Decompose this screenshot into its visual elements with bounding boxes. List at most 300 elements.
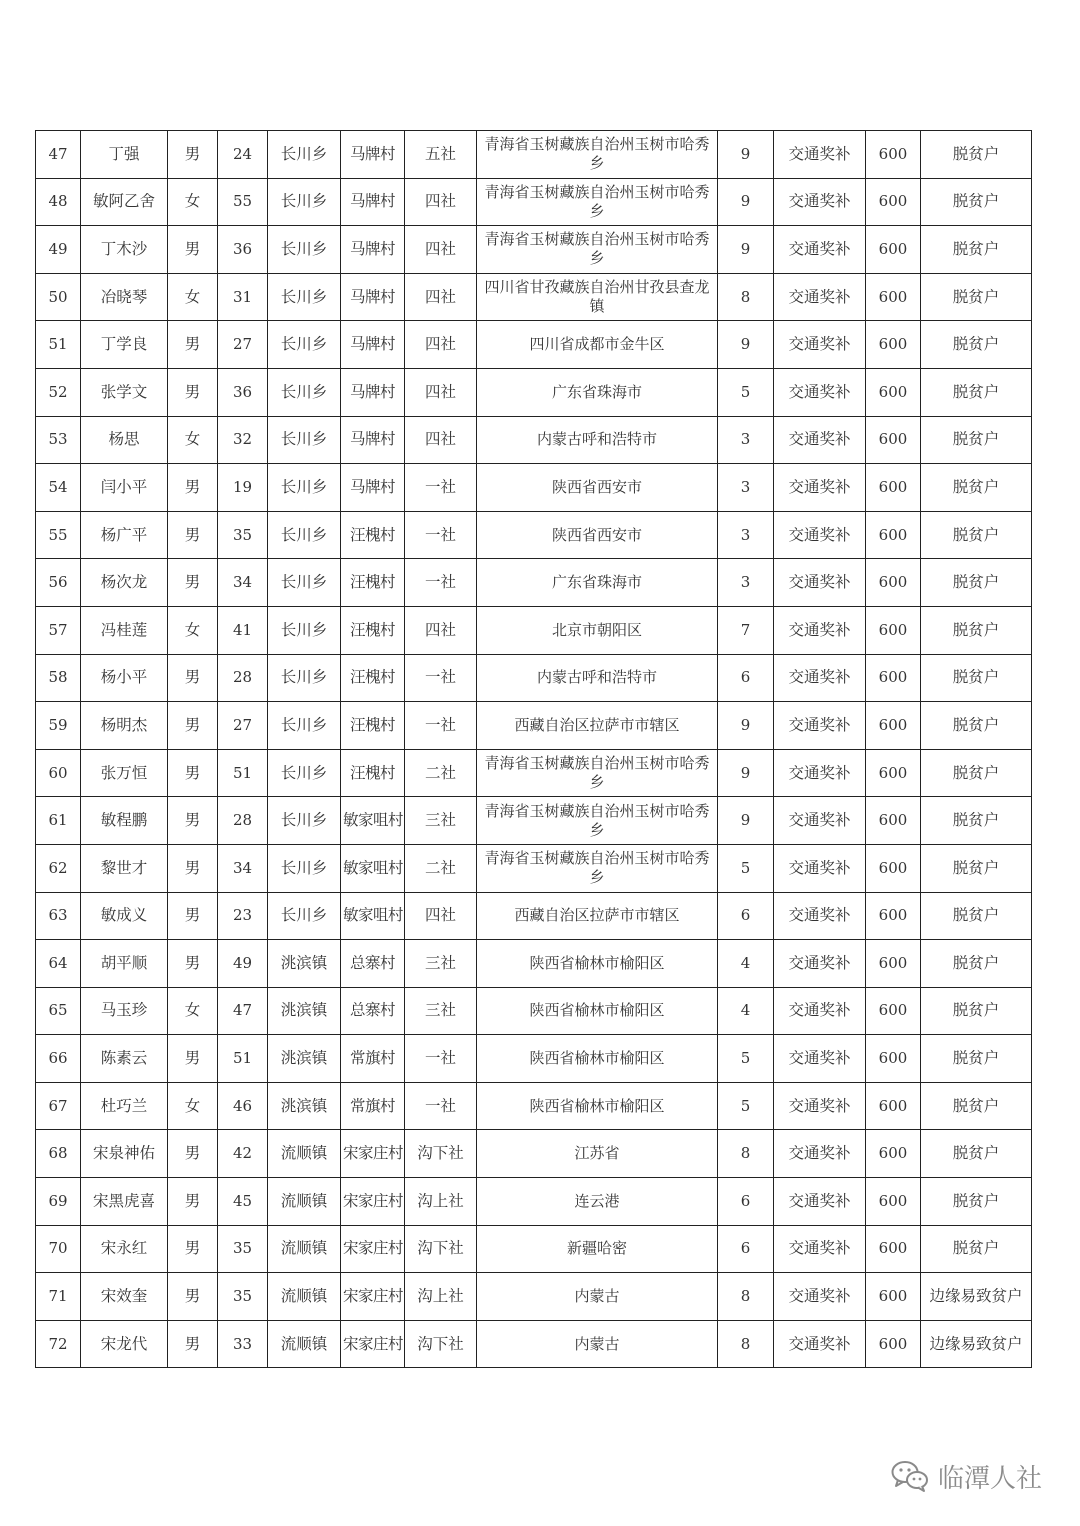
cell-category: 脱贫户: [921, 368, 1032, 416]
cell-subsidy-type: 交通奖补: [774, 892, 866, 940]
cell-category: 脱贫户: [921, 178, 1032, 226]
cell-destination: 连云港: [477, 1178, 718, 1226]
cell-group: 二社: [405, 749, 477, 797]
cell-category: 脱贫户: [921, 987, 1032, 1035]
cell-category: 边缘易致贫户: [921, 1320, 1032, 1368]
cell-subsidy-type: 交通奖补: [774, 1082, 866, 1130]
cell-destination: 广东省珠海市: [477, 368, 718, 416]
cell-category: 脱贫户: [921, 606, 1032, 654]
cell-months: 9: [718, 797, 774, 845]
cell-age: 36: [218, 368, 268, 416]
cell-village: 马牌村: [341, 368, 405, 416]
cell-name: 杨广平: [81, 511, 168, 559]
cell-months: 6: [718, 892, 774, 940]
cell-destination: 新疆哈密: [477, 1225, 718, 1273]
cell-category: 脱贫户: [921, 273, 1032, 321]
cell-age: 34: [218, 844, 268, 892]
cell-township: 洮滨镇: [268, 1082, 341, 1130]
cell-no: 64: [36, 940, 81, 988]
cell-destination: 陕西省榆林市榆阳区: [477, 987, 718, 1035]
cell-age: 24: [218, 131, 268, 179]
cell-amount: 600: [866, 131, 921, 179]
cell-township: 流顺镇: [268, 1320, 341, 1368]
watermark-text: 临潭人社: [938, 1463, 1043, 1494]
cell-category: 脱贫户: [921, 131, 1032, 179]
cell-no: 72: [36, 1320, 81, 1368]
table-row: [36, 1320, 1032, 1368]
cell-amount: 600: [866, 940, 921, 988]
cell-category: 脱贫户: [921, 1178, 1032, 1226]
cell-months: 3: [718, 511, 774, 559]
cell-no: 71: [36, 1273, 81, 1321]
cell-township: 长川乡: [268, 702, 341, 750]
cell-destination: 青海省玉树藏族自治州玉树市哈秀乡: [477, 797, 718, 845]
cell-group: 四社: [405, 273, 477, 321]
cell-group: 沟上社: [405, 1273, 477, 1321]
cell-township: 长川乡: [268, 749, 341, 797]
cell-village: 总寨村: [341, 987, 405, 1035]
cell-name: 敏成义: [81, 892, 168, 940]
cell-no: 48: [36, 178, 81, 226]
cell-name: 闫小平: [81, 464, 168, 512]
table-row: [36, 1178, 1032, 1226]
cell-no: 63: [36, 892, 81, 940]
cell-months: 8: [718, 1130, 774, 1178]
cell-no: 60: [36, 749, 81, 797]
cell-village: 马牌村: [341, 131, 405, 179]
subsidy-table: [35, 130, 1032, 1368]
cell-no: 55: [36, 511, 81, 559]
cell-village: 马牌村: [341, 321, 405, 369]
cell-destination: 青海省玉树藏族自治州玉树市哈秀乡: [477, 749, 718, 797]
cell-destination: 西藏自治区拉萨市市辖区: [477, 892, 718, 940]
cell-village: 马牌村: [341, 273, 405, 321]
cell-amount: 600: [866, 226, 921, 274]
cell-township: 长川乡: [268, 654, 341, 702]
cell-months: 8: [718, 273, 774, 321]
cell-age: 23: [218, 892, 268, 940]
cell-destination: 陕西省西安市: [477, 511, 718, 559]
cell-subsidy-type: 交通奖补: [774, 273, 866, 321]
cell-amount: 600: [866, 464, 921, 512]
cell-gender: 男: [168, 844, 218, 892]
cell-no: 66: [36, 1035, 81, 1083]
cell-amount: 600: [866, 1082, 921, 1130]
cell-subsidy-type: 交通奖补: [774, 1225, 866, 1273]
cell-destination: 陕西省西安市: [477, 464, 718, 512]
cell-village: 马牌村: [341, 464, 405, 512]
cell-township: 洮滨镇: [268, 987, 341, 1035]
cell-township: 长川乡: [268, 559, 341, 607]
table-row: [36, 1130, 1032, 1178]
cell-amount: 600: [866, 654, 921, 702]
cell-destination: 内蒙古呼和浩特市: [477, 416, 718, 464]
cell-amount: 600: [866, 702, 921, 750]
cell-months: 5: [718, 368, 774, 416]
cell-destination: 西藏自治区拉萨市市辖区: [477, 702, 718, 750]
cell-name: 陈素云: [81, 1035, 168, 1083]
cell-months: 9: [718, 702, 774, 750]
cell-months: 7: [718, 606, 774, 654]
cell-village: 马牌村: [341, 178, 405, 226]
cell-age: 55: [218, 178, 268, 226]
cell-name: 杨明杰: [81, 702, 168, 750]
cell-village: 汪槐村: [341, 702, 405, 750]
cell-subsidy-type: 交通奖补: [774, 606, 866, 654]
cell-group: 四社: [405, 226, 477, 274]
cell-gender: 男: [168, 368, 218, 416]
cell-township: 长川乡: [268, 178, 341, 226]
cell-amount: 600: [866, 606, 921, 654]
cell-no: 58: [36, 654, 81, 702]
cell-name: 冶晓琴: [81, 273, 168, 321]
cell-gender: 女: [168, 987, 218, 1035]
cell-subsidy-type: 交通奖补: [774, 749, 866, 797]
cell-category: 脱贫户: [921, 1082, 1032, 1130]
cell-subsidy-type: 交通奖补: [774, 1035, 866, 1083]
cell-amount: 600: [866, 416, 921, 464]
cell-gender: 女: [168, 416, 218, 464]
cell-gender: 女: [168, 178, 218, 226]
cell-township: 长川乡: [268, 416, 341, 464]
cell-destination: 内蒙古: [477, 1320, 718, 1368]
cell-name: 杜巧兰: [81, 1082, 168, 1130]
cell-village: 马牌村: [341, 226, 405, 274]
cell-group: 五社: [405, 131, 477, 179]
cell-group: 四社: [405, 368, 477, 416]
cell-age: 28: [218, 654, 268, 702]
table-row: [36, 368, 1032, 416]
cell-months: 6: [718, 1178, 774, 1226]
cell-group: 沟下社: [405, 1320, 477, 1368]
cell-subsidy-type: 交通奖补: [774, 226, 866, 274]
cell-gender: 男: [168, 1035, 218, 1083]
cell-gender: 男: [168, 464, 218, 512]
cell-subsidy-type: 交通奖补: [774, 797, 866, 845]
cell-amount: 600: [866, 797, 921, 845]
cell-subsidy-type: 交通奖补: [774, 559, 866, 607]
cell-township: 长川乡: [268, 844, 341, 892]
cell-gender: 男: [168, 892, 218, 940]
cell-no: 69: [36, 1178, 81, 1226]
cell-destination: 内蒙古: [477, 1273, 718, 1321]
cell-gender: 男: [168, 1225, 218, 1273]
cell-gender: 男: [168, 1320, 218, 1368]
table-row: [36, 844, 1032, 892]
cell-months: 9: [718, 131, 774, 179]
table-row: [36, 797, 1032, 845]
cell-gender: 女: [168, 273, 218, 321]
cell-subsidy-type: 交通奖补: [774, 131, 866, 179]
cell-age: 35: [218, 511, 268, 559]
cell-village: 汪槐村: [341, 749, 405, 797]
cell-age: 42: [218, 1130, 268, 1178]
cell-no: 67: [36, 1082, 81, 1130]
cell-group: 四社: [405, 178, 477, 226]
table-row: [36, 1035, 1032, 1083]
cell-months: 4: [718, 940, 774, 988]
cell-category: 脱贫户: [921, 749, 1032, 797]
cell-subsidy-type: 交通奖补: [774, 702, 866, 750]
table-body: [36, 131, 1032, 1368]
cell-gender: 男: [168, 559, 218, 607]
cell-township: 流顺镇: [268, 1225, 341, 1273]
cell-name: 宋黑虎喜: [81, 1178, 168, 1226]
cell-gender: 男: [168, 226, 218, 274]
cell-category: 脱贫户: [921, 511, 1032, 559]
cell-age: 46: [218, 1082, 268, 1130]
cell-gender: 男: [168, 1178, 218, 1226]
cell-name: 杨思: [81, 416, 168, 464]
cell-category: 脱贫户: [921, 797, 1032, 845]
cell-age: 27: [218, 702, 268, 750]
cell-destination: 青海省玉树藏族自治州玉树市哈秀乡: [477, 226, 718, 274]
cell-group: 一社: [405, 464, 477, 512]
cell-destination: 四川省成都市金牛区: [477, 321, 718, 369]
cell-months: 9: [718, 226, 774, 274]
cell-name: 杨次龙: [81, 559, 168, 607]
cell-township: 流顺镇: [268, 1130, 341, 1178]
table-row: [36, 702, 1032, 750]
cell-village: 常旗村: [341, 1082, 405, 1130]
cell-amount: 600: [866, 273, 921, 321]
cell-name: 张学文: [81, 368, 168, 416]
cell-months: 8: [718, 1273, 774, 1321]
cell-township: 洮滨镇: [268, 940, 341, 988]
cell-group: 三社: [405, 987, 477, 1035]
table-row: [36, 416, 1032, 464]
cell-name: 宋龙代: [81, 1320, 168, 1368]
cell-age: 49: [218, 940, 268, 988]
cell-subsidy-type: 交通奖补: [774, 178, 866, 226]
cell-subsidy-type: 交通奖补: [774, 416, 866, 464]
cell-village: 汪槐村: [341, 511, 405, 559]
cell-group: 沟上社: [405, 1178, 477, 1226]
cell-destination: 陕西省榆林市榆阳区: [477, 1035, 718, 1083]
cell-age: 33: [218, 1320, 268, 1368]
cell-age: 47: [218, 987, 268, 1035]
cell-months: 5: [718, 844, 774, 892]
cell-group: 三社: [405, 797, 477, 845]
cell-no: 53: [36, 416, 81, 464]
cell-name: 宋泉神佑: [81, 1130, 168, 1178]
cell-subsidy-type: 交通奖补: [774, 844, 866, 892]
cell-township: 长川乡: [268, 464, 341, 512]
cell-months: 6: [718, 1225, 774, 1273]
cell-gender: 女: [168, 606, 218, 654]
cell-group: 沟下社: [405, 1130, 477, 1178]
cell-destination: 四川省甘孜藏族自治州甘孜县查龙镇: [477, 273, 718, 321]
cell-amount: 600: [866, 1130, 921, 1178]
cell-amount: 600: [866, 511, 921, 559]
cell-no: 70: [36, 1225, 81, 1273]
cell-gender: 男: [168, 702, 218, 750]
cell-group: 一社: [405, 559, 477, 607]
cell-township: 长川乡: [268, 226, 341, 274]
cell-destination: 青海省玉树藏族自治州玉树市哈秀乡: [477, 844, 718, 892]
table-row: [36, 606, 1032, 654]
cell-age: 35: [218, 1273, 268, 1321]
cell-subsidy-type: 交通奖补: [774, 654, 866, 702]
cell-name: 丁木沙: [81, 226, 168, 274]
cell-name: 宋永红: [81, 1225, 168, 1273]
cell-no: 59: [36, 702, 81, 750]
cell-amount: 600: [866, 844, 921, 892]
cell-gender: 男: [168, 940, 218, 988]
cell-village: 常旗村: [341, 1035, 405, 1083]
cell-gender: 男: [168, 321, 218, 369]
cell-age: 19: [218, 464, 268, 512]
table-row: [36, 226, 1032, 274]
cell-category: 脱贫户: [921, 464, 1032, 512]
cell-months: 9: [718, 749, 774, 797]
cell-village: 总寨村: [341, 940, 405, 988]
cell-age: 51: [218, 1035, 268, 1083]
cell-destination: 青海省玉树藏族自治州玉树市哈秀乡: [477, 131, 718, 179]
cell-name: 张万恒: [81, 749, 168, 797]
cell-category: 脱贫户: [921, 559, 1032, 607]
cell-township: 洮滨镇: [268, 1035, 341, 1083]
cell-gender: 女: [168, 1082, 218, 1130]
cell-no: 65: [36, 987, 81, 1035]
cell-township: 流顺镇: [268, 1273, 341, 1321]
cell-amount: 600: [866, 1225, 921, 1273]
cell-township: 长川乡: [268, 606, 341, 654]
cell-no: 62: [36, 844, 81, 892]
cell-gender: 男: [168, 1273, 218, 1321]
cell-subsidy-type: 交通奖补: [774, 368, 866, 416]
cell-months: 9: [718, 178, 774, 226]
cell-destination: 广东省珠海市: [477, 559, 718, 607]
cell-amount: 600: [866, 892, 921, 940]
cell-group: 一社: [405, 511, 477, 559]
cell-group: 四社: [405, 892, 477, 940]
table-row: [36, 178, 1032, 226]
cell-no: 56: [36, 559, 81, 607]
cell-name: 丁学良: [81, 321, 168, 369]
cell-subsidy-type: 交通奖补: [774, 321, 866, 369]
cell-village: 宋家庄村: [341, 1273, 405, 1321]
cell-subsidy-type: 交通奖补: [774, 511, 866, 559]
cell-subsidy-type: 交通奖补: [774, 1130, 866, 1178]
cell-destination: 陕西省榆林市榆阳区: [477, 1082, 718, 1130]
table-row: [36, 321, 1032, 369]
cell-category: 脱贫户: [921, 321, 1032, 369]
cell-subsidy-type: 交通奖补: [774, 940, 866, 988]
cell-age: 35: [218, 1225, 268, 1273]
cell-destination: 北京市朝阳区: [477, 606, 718, 654]
cell-village: 敏家咀村: [341, 797, 405, 845]
cell-subsidy-type: 交通奖补: [774, 464, 866, 512]
cell-name: 胡平顺: [81, 940, 168, 988]
cell-destination: 江苏省: [477, 1130, 718, 1178]
cell-age: 41: [218, 606, 268, 654]
cell-no: 47: [36, 131, 81, 179]
wechat-icon: [890, 1459, 930, 1493]
cell-group: 四社: [405, 416, 477, 464]
cell-group: 一社: [405, 1035, 477, 1083]
cell-township: 长川乡: [268, 321, 341, 369]
cell-age: 27: [218, 321, 268, 369]
cell-name: 丁强: [81, 131, 168, 179]
cell-category: 脱贫户: [921, 1225, 1032, 1273]
cell-no: 57: [36, 606, 81, 654]
cell-township: 长川乡: [268, 797, 341, 845]
cell-village: 敏家咀村: [341, 892, 405, 940]
cell-amount: 600: [866, 987, 921, 1035]
cell-group: 四社: [405, 321, 477, 369]
cell-group: 一社: [405, 1082, 477, 1130]
cell-village: 宋家庄村: [341, 1178, 405, 1226]
cell-category: 脱贫户: [921, 226, 1032, 274]
cell-category: 脱贫户: [921, 1035, 1032, 1083]
cell-category: 脱贫户: [921, 654, 1032, 702]
table-row: [36, 464, 1032, 512]
table-row: [36, 511, 1032, 559]
cell-months: 3: [718, 464, 774, 512]
watermark: [890, 1456, 1042, 1496]
cell-destination: 青海省玉树藏族自治州玉树市哈秀乡: [477, 178, 718, 226]
cell-destination: 陕西省榆林市榆阳区: [477, 940, 718, 988]
cell-amount: 600: [866, 321, 921, 369]
cell-amount: 600: [866, 749, 921, 797]
cell-months: 8: [718, 1320, 774, 1368]
cell-group: 沟下社: [405, 1225, 477, 1273]
cell-name: 敏阿乙舍: [81, 178, 168, 226]
cell-village: 宋家庄村: [341, 1225, 405, 1273]
cell-township: 长川乡: [268, 368, 341, 416]
cell-category: 脱贫户: [921, 702, 1032, 750]
cell-months: 5: [718, 1082, 774, 1130]
cell-category: 脱贫户: [921, 844, 1032, 892]
cell-gender: 男: [168, 797, 218, 845]
cell-township: 流顺镇: [268, 1178, 341, 1226]
cell-subsidy-type: 交通奖补: [774, 987, 866, 1035]
cell-amount: 600: [866, 1273, 921, 1321]
cell-subsidy-type: 交通奖补: [774, 1320, 866, 1368]
cell-group: 一社: [405, 654, 477, 702]
cell-village: 汪槐村: [341, 654, 405, 702]
table-row: [36, 1273, 1032, 1321]
cell-destination: 内蒙古呼和浩特市: [477, 654, 718, 702]
cell-village: 汪槐村: [341, 606, 405, 654]
cell-group: 三社: [405, 940, 477, 988]
cell-name: 冯桂莲: [81, 606, 168, 654]
cell-name: 杨小平: [81, 654, 168, 702]
cell-age: 51: [218, 749, 268, 797]
cell-township: 长川乡: [268, 511, 341, 559]
cell-name: 黎世才: [81, 844, 168, 892]
cell-months: 3: [718, 416, 774, 464]
cell-age: 28: [218, 797, 268, 845]
cell-category: 脱贫户: [921, 940, 1032, 988]
cell-village: 敏家咀村: [341, 844, 405, 892]
cell-age: 32: [218, 416, 268, 464]
cell-village: 汪槐村: [341, 559, 405, 607]
cell-gender: 男: [168, 511, 218, 559]
cell-amount: 600: [866, 559, 921, 607]
table-row: [36, 1225, 1032, 1273]
cell-village: 宋家庄村: [341, 1320, 405, 1368]
cell-months: 3: [718, 559, 774, 607]
cell-category: 边缘易致贫户: [921, 1273, 1032, 1321]
cell-amount: 600: [866, 368, 921, 416]
cell-village: 马牌村: [341, 416, 405, 464]
table-row: [36, 559, 1032, 607]
cell-group: 一社: [405, 702, 477, 750]
cell-no: 51: [36, 321, 81, 369]
table-row: [36, 131, 1032, 179]
